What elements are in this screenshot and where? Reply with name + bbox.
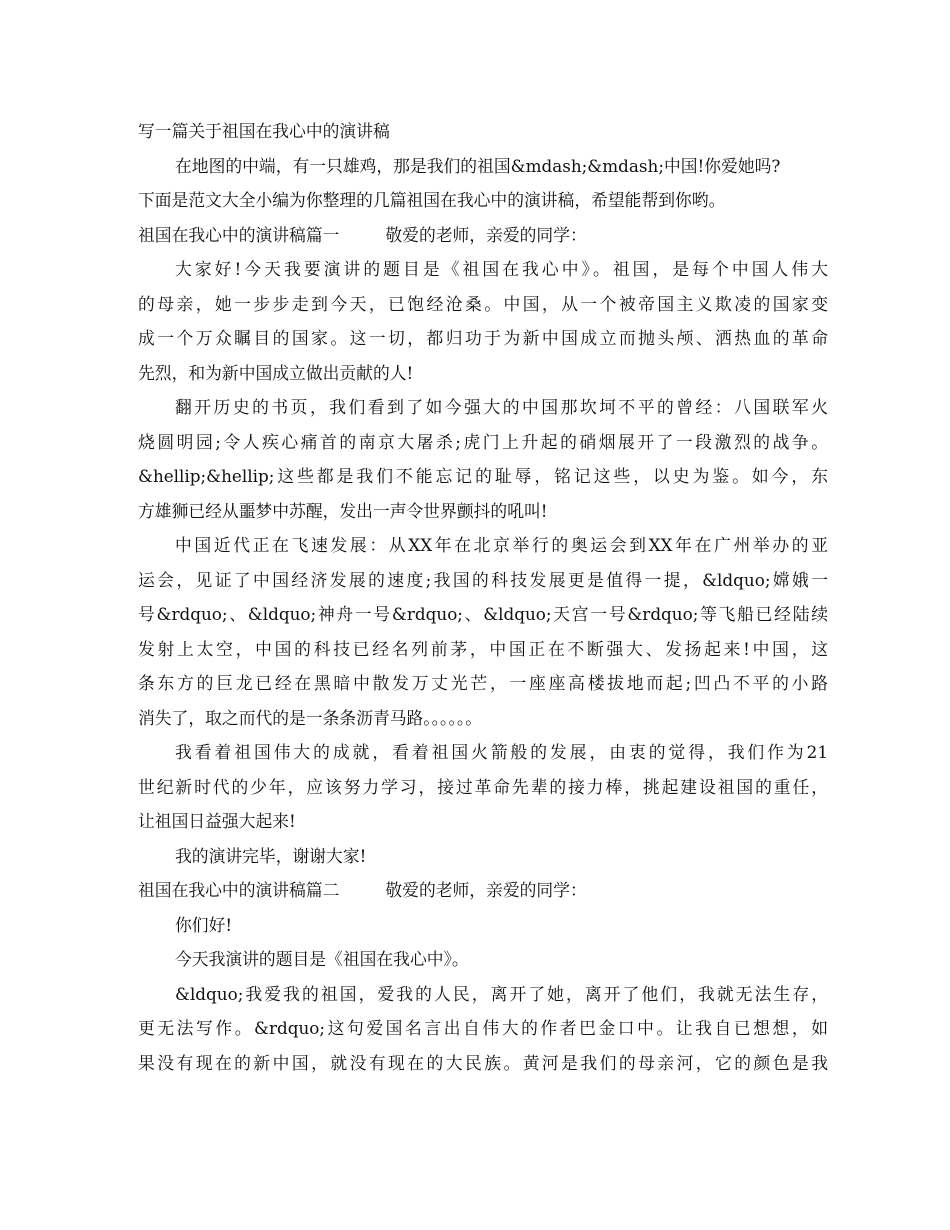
paragraph-line: 更无法写作。&rdquo;这句爱国名言出自伟大的作者巴金口中。让我自已想想，如 bbox=[138, 1018, 828, 1038]
paragraph-line: 你们好! bbox=[175, 914, 233, 935]
paragraph-line: 在地图的中端，有一只雄鸡，那是我们的祖国&mdash;&mdash;中国!你爱她吗? bbox=[175, 155, 781, 176]
paragraph-line: 先烈，和为新中国成立做出贡献的人! bbox=[138, 362, 414, 383]
paragraph-line: 世纪新时代的少年，应该努力学习，接过革命先辈的接力棒，挑起建设祖国的重任， bbox=[138, 776, 828, 797]
document-body bbox=[138, 114, 828, 1080]
paragraph-line: &ldquo;我爱我的祖国，爱我的人民，离开了她，离开了他们，我就无法生存， bbox=[175, 983, 828, 1004]
paragraph-line: 果没有现在的新中国，就没有现在的大民族。黄河是我们的母亲河，它的颜色是我 bbox=[138, 1052, 828, 1073]
paragraph-line: 号&rdquo;、&ldquo;神舟一号&rdquo;、&ldquo;天宫一号&rdquo;等飞船已经陆续 bbox=[138, 604, 828, 624]
paragraph-line: 翻开历史的书页，我们看到了如今强大的中国那坎坷不平的曾经：八国联军火 bbox=[175, 397, 828, 417]
paragraph-line: 大家好!今天我要演讲的题目是《祖国在我心中》。祖国，是每个中国人伟大 bbox=[175, 259, 828, 279]
paragraph-line: 我的演讲完毕，谢谢大家! bbox=[175, 845, 367, 866]
salutation: 敬爱的老师，亲爱的同学： bbox=[385, 880, 587, 900]
paragraph-line: 中国近代正在飞速发展：从XX年在北京举行的奥运会到XX年在广州举办的亚 bbox=[175, 535, 828, 555]
paragraph-line: 消失了，取之而代的是一条条沥青马路。。。。。。 bbox=[138, 707, 482, 728]
paragraph-line: 方雄狮已经从噩梦中苏醒，发出一声令世界颤抖的吼叫! bbox=[138, 500, 548, 521]
paragraph-line: 条东方的巨龙已经在黑暗中散发万丈光芒，一座座高楼拔地而起;凹凸不平的小路 bbox=[138, 673, 828, 693]
paragraph-line: 发射上太空，中国的科技已经名列前茅，中国正在不断强大、发扬起来!中国，这 bbox=[138, 638, 828, 659]
section-heading-line bbox=[138, 218, 828, 253]
section-heading: 祖国在我心中的演讲稿篇一 bbox=[138, 224, 340, 245]
paragraph-line: 烧圆明园;令人疾心痛首的南京大屠杀;虎门上升起的硝烟展开了一段激烈的战争。 bbox=[138, 431, 828, 452]
document-title: 写一篇关于祖国在我心中的演讲稿 bbox=[138, 121, 390, 141]
salutation: 敬爱的老师，亲爱的同学： bbox=[385, 224, 587, 245]
section-heading-line bbox=[138, 873, 828, 908]
paragraph-line: 今天我演讲的题目是《祖国在我心中》。 bbox=[175, 949, 469, 969]
paragraph-line: 让祖国日益强大起来! bbox=[138, 811, 296, 831]
paragraph-line: &hellip;&hellip;这些都是我们不能忘记的耻辱，铭记这些，以史为鉴。如今，东 bbox=[138, 466, 828, 486]
section-heading: 祖国在我心中的演讲稿篇二 bbox=[138, 880, 340, 900]
paragraph-line: 成一个万众瞩目的国家。这一切，都归功于为新中国成立而抛头颅、洒热血的革命 bbox=[138, 328, 828, 348]
paragraph-line: 下面是范文大全小编为你整理的几篇祖国在我心中的演讲稿，希望能帮到你哟。 bbox=[138, 190, 726, 210]
paragraph-line: 运会，见证了中国经济发展的速度;我国的科技发展更是值得一提，&ldquo;嫦娥一 bbox=[138, 569, 828, 590]
paragraph-line: 的母亲，她一步步走到今天，已饱经沧桑。中国，从一个被帝国主义欺凌的国家变 bbox=[138, 293, 828, 314]
paragraph-line: 我看着祖国伟大的成就，看着祖国火箭般的发展，由衷的觉得，我们作为21 bbox=[175, 742, 828, 762]
